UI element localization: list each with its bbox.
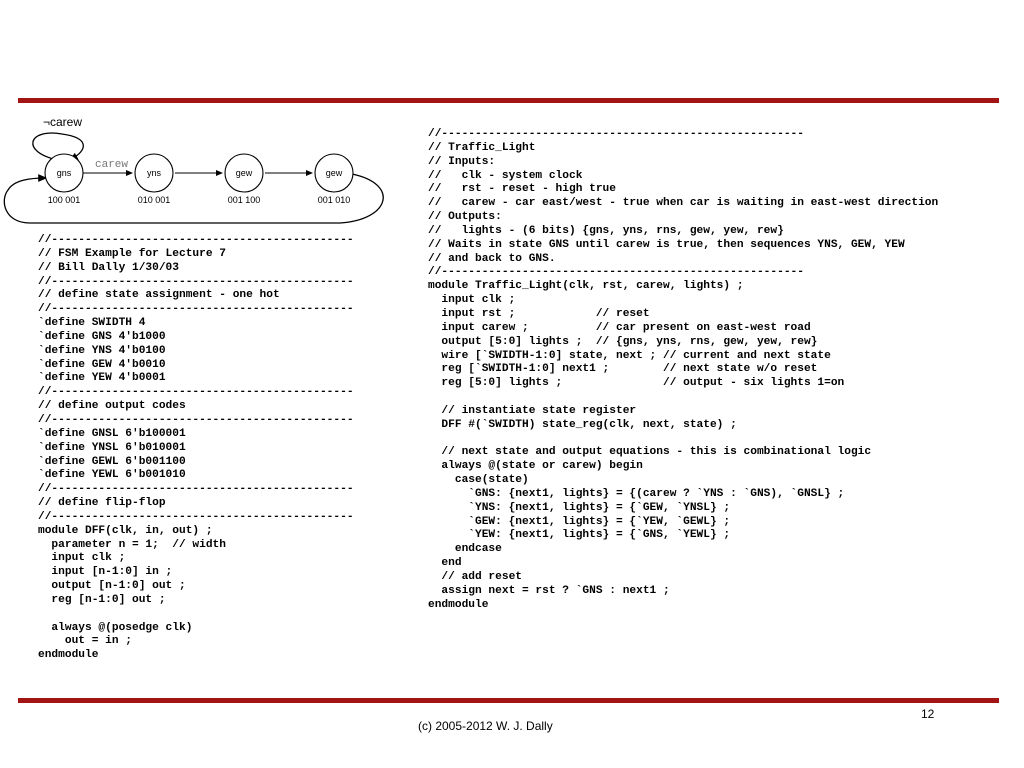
state-name: gew (325, 168, 343, 178)
dff-verilog-code: //--------------------------------------------- // FSM Example for Lecture 7 // Bill Dally 1/30/03 //--------------------------------------------- // define state assignment - one hot //--------------------------------------------- `define SWIDTH 4 `define GNS 4'b1000 `define YNS 4'b0100 `define GEW 4'b0010 `define YEW 4'b0001 //--------------------------------------------- // define output codes //--------------------------------------------- `define GNSL 6'b100001 `define YNSL 6'b010001 `define GEWL 6'b001100 `define YEWL 6'b001010 //--------------------------------------------- // define flip-flop //--------------------------------------------- module DFF(clk, in, out) ; parameter n = 1; // width input clk ; input [n-1:0] in ; output [n-1:0] out ; reg [n-1:0] out ; always @(posedge clk) out = in ; endmodule (38, 234, 354, 662)
page-number: 12 (921, 707, 935, 721)
edge-label-carew: carew (95, 159, 129, 171)
fsm-state-diagram (0, 110, 400, 235)
top-rule (18, 98, 999, 103)
state-node-gns (45, 154, 83, 205)
state-code: 100 001 (47, 195, 81, 205)
state-code: 001 010 (317, 195, 351, 205)
state-code: 001 100 (227, 195, 261, 205)
state-node-yns (135, 154, 173, 205)
traffic-light-verilog-code: //------------------------------------------------------ // Traffic_Light // Inputs: // clk - system clock // rst - reset - high true // carew - car east/west - true when car is waiting in east-west direction // Outputs: // lights - (6 bits) {gns, yns, rns, gew, yew, rew} // Waits in state GNS until carew is true, then sequences YNS, GEW, YEW // and back to GNS. //------------------------------------------------------ module Traffic_Light(clk, rst, carew, lights) ; input clk ; input rst ; // reset input carew ; // car present on east-west road output [5:0] lights ; // {gns, yns, rns, gew, yew, rew} wire [`SWIDTH-1:0] state, next ; // current and next state reg [`SWIDTH-1:0] next1 ; // next state w/o reset reg [5:0] lights ; // output - six lights 1=on // instantiate state register DFF #(`SWIDTH) state_reg(clk, next, state) ; // next state and output equations - this is combinational logic always @(state or carew) begin case(state) `GNS: {next1, lights} = {(carew ? `YNS : `GNS), `GNSL} ; `YNS: {next1, lights} = {`GEW, `YNSL} ; `GEW: {next1, lights} = {`YEW, `GEWL} ; `YEW: {next1, lights} = {`GNS, `YEWL} ; endcase end // add reset assign next = rst ? `GNS : next1 ; endmodule (428, 128, 939, 611)
state-name: yns (146, 168, 162, 178)
state-name: gew (235, 168, 253, 178)
bottom-rule (18, 698, 999, 703)
state-code: 010 001 (137, 195, 171, 205)
state-name: gns (56, 168, 72, 178)
copyright-credit: (c) 2005-2012 W. J. Dally (418, 719, 553, 733)
self-loop-label: ¬carew (43, 115, 83, 129)
state-node-gew (225, 154, 263, 205)
state-node-yew (315, 154, 353, 205)
